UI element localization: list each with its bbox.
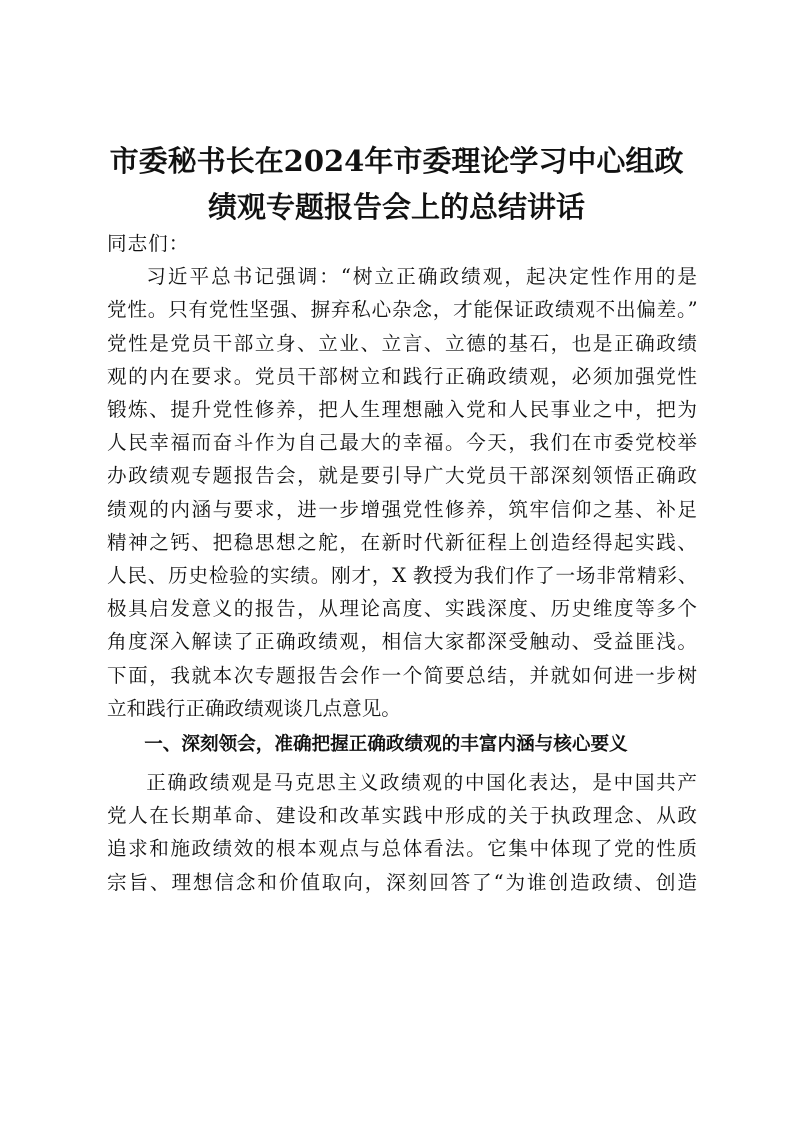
title-line-2: 绩观专题报告会上的总结讲话 bbox=[207, 190, 585, 224]
paragraph-1-line: 党性是党员干部立身、立业、立言、立德的基石，也是正确政绩 bbox=[107, 331, 697, 355]
paragraph-1-line: 极具启发意义的报告，从理论高度、实践深度、历史维度等多个 bbox=[107, 597, 697, 621]
paragraph-1-line: 绩观的内涵与要求，进一步增强党性修养，筑牢信仰之基、补足 bbox=[107, 497, 697, 521]
paragraph-1-line: 锻炼、提升党性修养，把人生理想融入党和人民事业之中，把为 bbox=[107, 398, 697, 422]
paragraph-1-line: 人民幸福而奋斗作为自己最大的幸福。今天，我们在市委党校举 bbox=[107, 431, 697, 455]
salutation: 同志们： bbox=[107, 232, 190, 255]
paragraph-1-line: 办政绩观专题报告会，就是要引导广大党员干部深刻领悟正确政 bbox=[107, 464, 697, 488]
document-title bbox=[100, 138, 693, 230]
paragraph-1-line: 习近平总书记强调：“树立正确政绩观，起决定性作用的是 bbox=[146, 265, 697, 289]
paragraph-2-line: 宗旨、理想信念和价值取向，深刻回答了“为谁创造政绩、创造 bbox=[107, 870, 697, 894]
paragraph-1-line: 精神之钙、把稳思想之舵，在新时代新征程上创造经得起实践、 bbox=[107, 530, 697, 554]
paragraph-1 bbox=[107, 260, 697, 725]
paragraph-2 bbox=[107, 766, 697, 899]
paragraph-1-line: 角度深入解读了正确政绩观，相信大家都深受触动、受益匪浅。 bbox=[107, 630, 697, 654]
paragraph-2-line: 正确政绩观是马克思主义政绩观的中国化表达，是中国共产 bbox=[146, 771, 697, 795]
paragraph-2-line: 追求和施政绩效的根本观点与总体看法。它集中体现了党的性质 bbox=[107, 837, 697, 861]
paragraph-1-line: 党性。只有党性坚强、摒弃私心杂念，才能保证政绩观不出偏差。” bbox=[107, 298, 697, 322]
paragraph-1-line: 立和践行正确政绩观谈几点意见。 bbox=[107, 696, 401, 720]
section-heading-1: 一、深刻领会，准确把握正确政绩观的丰富内涵与核心要义 bbox=[144, 734, 628, 756]
title-line-1: 市委秘书长在2024年市委理论学习中心组政 bbox=[109, 144, 684, 178]
paragraph-1-line: 观的内在要求。党员干部树立和践行正确政绩观，必须加强党性 bbox=[107, 364, 697, 388]
paragraph-2-line: 党人在长期革命、建设和改革实践中形成的关于执政理念、从政 bbox=[107, 804, 697, 828]
paragraph-1-line: 下面，我就本次专题报告会作一个简要总结，并就如何进一步树 bbox=[107, 663, 697, 687]
paragraph-1-line: 人民、历史检验的实绩。刚才，X 教授为我们作了一场非常精彩、 bbox=[107, 564, 697, 588]
document-body bbox=[107, 227, 697, 899]
